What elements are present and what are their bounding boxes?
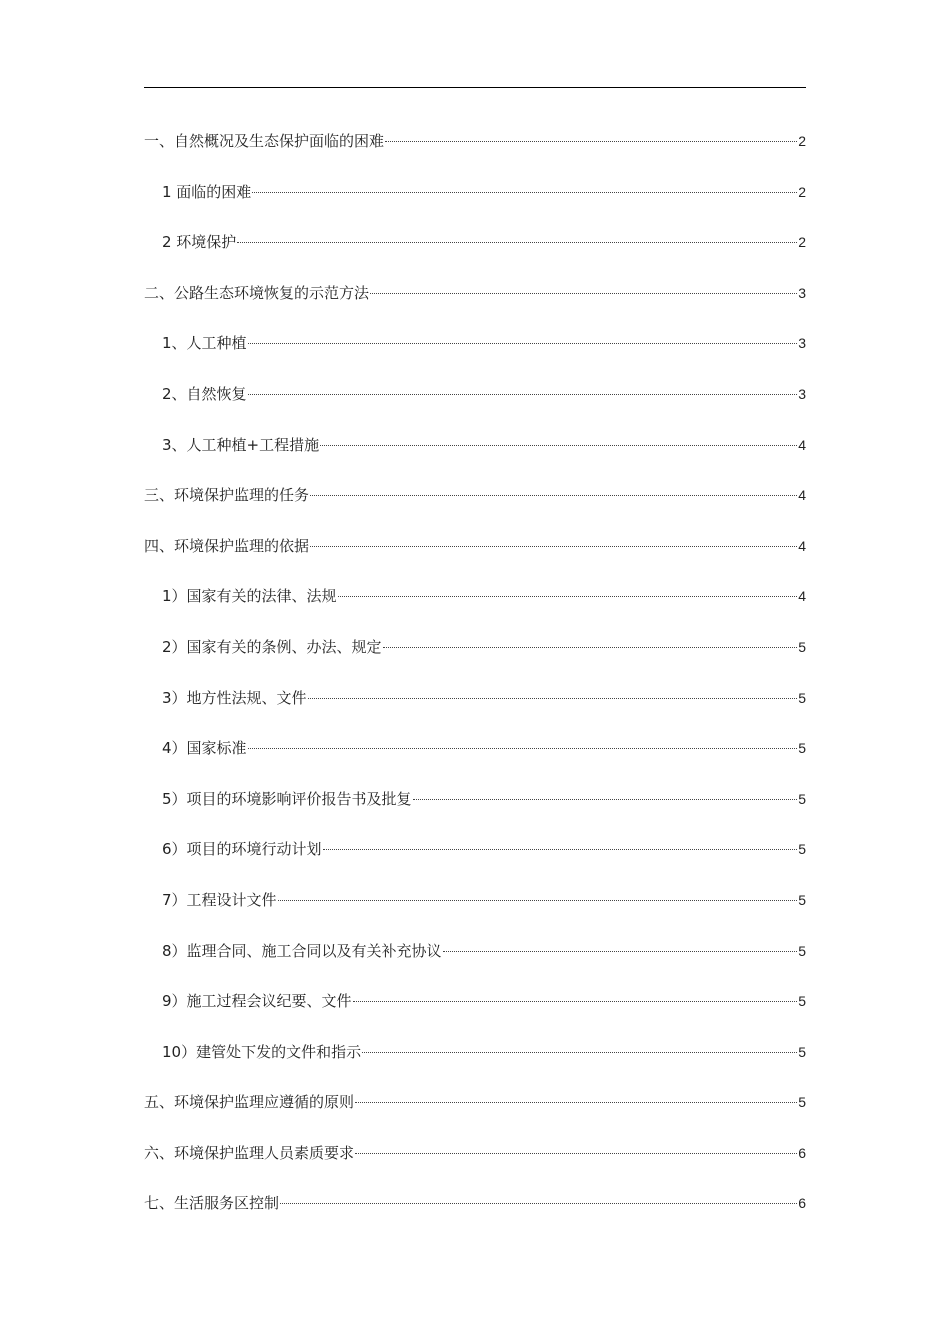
toc-page-number: 5 (798, 790, 806, 807)
toc-entry-title: 5）项目的环境影响评价报告书及批复 (162, 789, 412, 808)
toc-subentry[interactable] (144, 1027, 806, 1078)
toc-entry-title: 三、环境保护监理的任务 (144, 486, 310, 505)
toc-entry[interactable] (144, 1077, 806, 1128)
toc-subentry[interactable] (144, 875, 806, 926)
toc-page-number: 2 (798, 234, 806, 251)
toc-entry[interactable] (144, 116, 806, 167)
toc-entry-title: 2、自然恢复 (162, 384, 247, 403)
toc-page-number: 5 (798, 841, 806, 858)
toc-page-number: 4 (798, 588, 806, 605)
dot-leader (383, 647, 798, 648)
dot-leader (320, 445, 797, 446)
toc-subentry[interactable] (144, 420, 806, 471)
toc-page-number: 5 (798, 891, 806, 908)
toc-page-number: 3 (798, 335, 806, 352)
dot-leader (355, 1153, 797, 1154)
toc-entry-title: 8）监理合同、施工合同以及有关补充协议 (162, 941, 442, 960)
dot-leader (310, 546, 797, 547)
toc-subentry[interactable] (144, 622, 806, 673)
dot-leader (338, 596, 798, 597)
toc-entry-title: 6）项目的环境行动计划 (162, 840, 322, 859)
dot-leader (323, 849, 798, 850)
toc-subentry[interactable] (144, 369, 806, 420)
toc-entry[interactable] (144, 1128, 806, 1179)
dot-leader (385, 141, 797, 142)
toc-entry-title: 四、环境保护监理的依据 (144, 536, 310, 555)
toc-page-number: 5 (798, 993, 806, 1010)
table-of-contents (144, 116, 806, 1229)
toc-page-number: 5 (798, 1043, 806, 1060)
toc-page-number: 5 (798, 942, 806, 959)
toc-page-number: 5 (798, 689, 806, 706)
toc-page-number: 3 (798, 385, 806, 402)
toc-subentry[interactable] (144, 217, 806, 268)
dot-leader (443, 951, 798, 952)
toc-entry-title: 2）国家有关的条例、办法、规定 (162, 637, 382, 656)
toc-subentry[interactable] (144, 318, 806, 369)
dot-leader (252, 192, 797, 193)
toc-subentry[interactable] (144, 723, 806, 774)
toc-page-number: 5 (798, 1094, 806, 1111)
toc-entry-title: 7）工程设计文件 (162, 890, 277, 909)
toc-entry-title: 2 环境保护 (162, 233, 237, 252)
toc-subentry[interactable] (144, 926, 806, 977)
toc-entry-title: 1、人工种植 (162, 334, 247, 353)
toc-entry-title: 10）建管处下发的文件和指示 (162, 1042, 362, 1061)
toc-entry-title: 六、环境保护监理人员素质要求 (144, 1143, 355, 1162)
toc-page-number: 4 (798, 436, 806, 453)
toc-entry[interactable] (144, 1178, 806, 1229)
toc-subentry[interactable] (144, 167, 806, 218)
toc-entry-title: 五、环境保护监理应遵循的原则 (144, 1093, 355, 1112)
toc-entry-title: 4）国家标准 (162, 739, 247, 758)
dot-leader (308, 698, 798, 699)
toc-entry-title: 1 面临的困难 (162, 182, 252, 201)
toc-page-number: 3 (798, 284, 806, 301)
dot-leader (237, 242, 797, 243)
dot-leader (362, 1052, 797, 1053)
dot-leader (280, 1203, 797, 1204)
toc-subentry[interactable] (144, 571, 806, 622)
toc-page-number: 6 (798, 1144, 806, 1161)
toc-subentry[interactable] (144, 976, 806, 1027)
toc-subentry[interactable] (144, 673, 806, 724)
toc-entry[interactable] (144, 521, 806, 572)
header-rule (144, 87, 806, 88)
dot-leader (310, 495, 797, 496)
toc-subentry[interactable] (144, 824, 806, 875)
toc-page-number: 5 (798, 740, 806, 757)
dot-leader (248, 343, 798, 344)
toc-entry[interactable] (144, 470, 806, 521)
toc-entry-title: 二、公路生态环境恢复的示范方法 (144, 283, 370, 302)
toc-entry-title: 一、自然概况及生态保护面临的困难 (144, 132, 385, 150)
dot-leader (413, 799, 798, 800)
dot-leader (370, 293, 797, 294)
toc-page-number: 2 (798, 133, 806, 149)
toc-entry-title: 9）施工过程会议纪要、文件 (162, 992, 352, 1011)
toc-entry-title: 3、人工种植+工程措施 (162, 435, 320, 454)
dot-leader (278, 900, 798, 901)
toc-subentry[interactable] (144, 774, 806, 825)
dot-leader (355, 1102, 797, 1103)
dot-leader (248, 394, 798, 395)
toc-entry-title: 七、生活服务区控制 (144, 1194, 280, 1213)
toc-page-number: 2 (798, 183, 806, 200)
toc-page-number: 4 (798, 487, 806, 504)
dot-leader (353, 1001, 798, 1002)
toc-page-number: 4 (798, 537, 806, 554)
toc-entry-title: 1）国家有关的法律、法规 (162, 587, 337, 606)
toc-page-number: 6 (798, 1195, 806, 1212)
toc-entry[interactable] (144, 268, 806, 319)
toc-page-number: 5 (798, 638, 806, 655)
toc-entry-title: 3）地方性法规、文件 (162, 688, 307, 707)
dot-leader (248, 748, 798, 749)
